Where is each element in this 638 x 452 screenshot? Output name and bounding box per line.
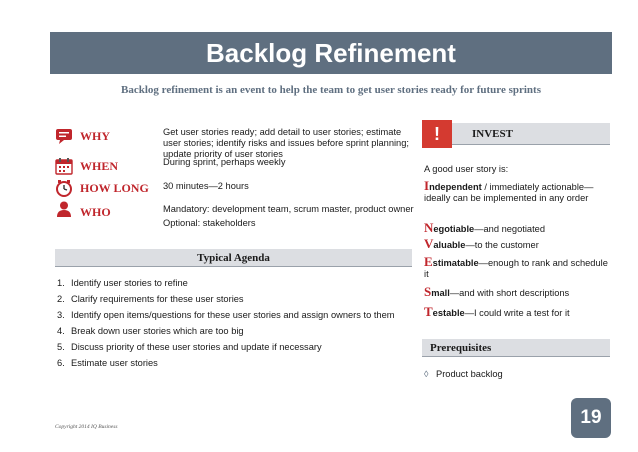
- invest-item: Estimatable—enough to rank and schedule it: [424, 254, 608, 279]
- detail-row-how-long: [55, 179, 415, 199]
- speech-bubble-icon: [55, 127, 73, 145]
- invest-item: Independent / immediately actionable—ideally can be implemented in any order: [424, 178, 594, 203]
- prerequisites-header: Prerequisites: [422, 339, 610, 357]
- agenda-header: Typical Agenda: [55, 249, 412, 267]
- detail-label: WHEN: [80, 159, 119, 173]
- agenda-list: [57, 276, 417, 372]
- agenda-item: 4. Break down user stories which are too big: [57, 326, 244, 336]
- calendar-icon: [55, 157, 73, 175]
- detail-text: Get user stories ready; add detail to user stories; estimate user stories; identify risks and issues before sprint planning; update priority of user stories: [163, 127, 409, 159]
- detail-row-when: [55, 157, 415, 177]
- invest-item: Negotiable—and negotiated: [424, 220, 546, 235]
- copyright-text: Copyright 2014 IQ Business: [55, 424, 118, 430]
- invest-title: INVEST: [472, 128, 513, 140]
- prerequisite-item: ◊ Product backlog: [424, 369, 503, 379]
- detail-label: HOW LONG: [80, 181, 149, 195]
- page-number: 19: [571, 398, 611, 438]
- detail-label: WHO: [80, 205, 111, 219]
- diamond-bullet-icon: ◊: [424, 369, 429, 379]
- detail-text-optional: Optional: stakeholders: [163, 218, 256, 228]
- detail-text: During sprint, perhaps weekly: [163, 157, 286, 167]
- slide-subtitle: Backlog refinement is an event to help the team to get user stories ready for future sprints: [121, 84, 541, 96]
- agenda-item: 1. Identify user stories to refine: [57, 278, 188, 288]
- invest-item: Valuable—to the customer: [424, 236, 539, 251]
- clock-icon: [55, 179, 73, 197]
- agenda-item: 6. Estimate user stories: [57, 358, 158, 368]
- detail-label: WHY: [80, 129, 110, 143]
- slide-title: Backlog Refinement: [50, 32, 612, 74]
- invest-item: Small—and with short descriptions: [424, 284, 570, 299]
- invest-header: [422, 123, 610, 145]
- detail-row-who: [55, 200, 415, 230]
- exclamation-icon: !: [422, 120, 452, 148]
- agenda-item: 5. Discuss priority of these user stories and update if necessary: [57, 342, 322, 352]
- agenda-item: 2. Clarify requirements for these user stories: [57, 294, 244, 304]
- detail-text: Mandatory: development team, scrum master, product owner: [163, 204, 414, 214]
- agenda-item: 3. Identify open items/questions for these user stories and assign owners to them: [57, 310, 395, 320]
- invest-intro: A good user story is:: [424, 164, 509, 174]
- person-icon: [55, 200, 73, 218]
- detail-row-why: [55, 127, 415, 159]
- invest-item: Testable—I could write a test for it: [424, 304, 570, 319]
- detail-text: 30 minutes—2 hours: [163, 181, 249, 191]
